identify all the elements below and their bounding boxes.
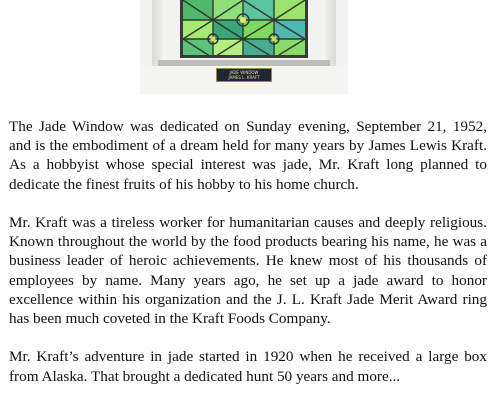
paragraph-biography: Mr. Kraft was a tireless worker for humanitarian causes and deeply religious. Known throughout the world by the food products bearing his name, he was a business leader of heroic achievements. He knew most of his thousands of employees by name. Many years ago, he set up a jade award to honor excellence within his organization and the J. L. Kraft Jade Merit Award ring has been much coveted in the Kraft Foods Company. xyxy=(9,214,487,328)
window-plaque xyxy=(216,68,272,82)
window-jamb-left xyxy=(152,0,166,66)
stained-glass-pattern xyxy=(183,0,305,58)
plaque-line-1: JADE WINDOW xyxy=(229,70,259,75)
stained-glass-panel xyxy=(180,0,308,58)
jade-window-photo xyxy=(140,0,348,94)
window-jamb-right xyxy=(322,0,336,66)
plaque-line-2: JAMES L. KRAFT xyxy=(228,75,260,80)
body-text xyxy=(9,117,487,400)
paragraph-dedication: The Jade Window was dedicated on Sunday evening, September 21, 1952, and is the embodiment of a dream held for many years by James Lewis Kraft. As a hobbyist whose special interest was jade, Mr. Kraft long planned to dedicate the finest fruits of his hobby to his home church. xyxy=(9,118,487,193)
paragraph-jade-adventure: Mr. Kraft’s adventure in jade started in 1920 when he received a large box from Alaska. That brought a dedicated hunt 50 years and more... xyxy=(9,348,487,385)
